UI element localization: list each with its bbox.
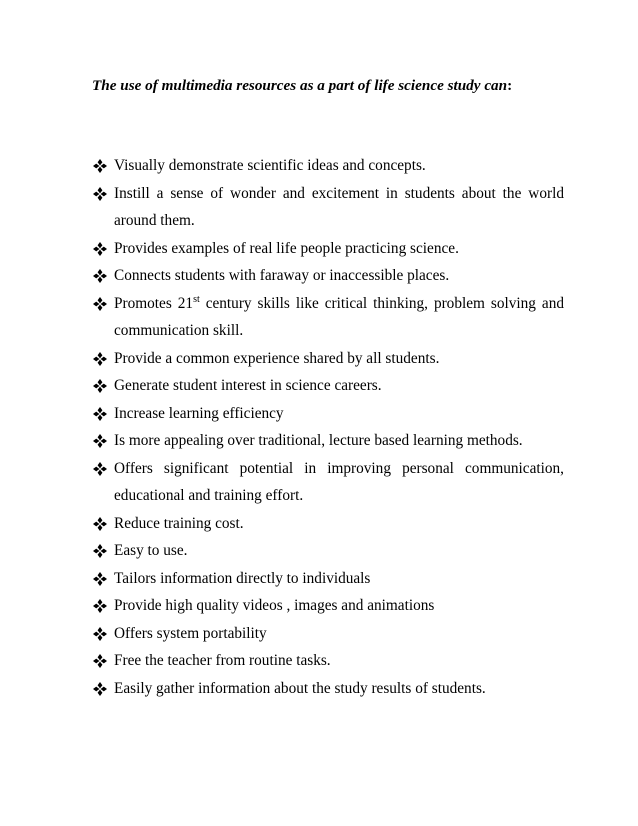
item-text: Provide a common experience shared by all students.: [114, 349, 440, 367]
four-diamond-bullet-icon: [92, 592, 110, 620]
four-diamond-bullet-icon: [92, 400, 110, 428]
list-item: [92, 345, 564, 373]
list-item: [92, 372, 564, 400]
four-diamond-bullet-icon: [92, 675, 110, 703]
four-diamond-bullet-icon: [92, 455, 110, 483]
item-text-post: century skills like critical thinking, problem solving and communication skill.: [114, 294, 564, 339]
list-item: [92, 152, 564, 180]
item-text: Visually demonstrate scientific ideas and concepts.: [114, 157, 426, 174]
four-diamond-bullet-icon: [92, 152, 110, 180]
four-diamond-bullet-icon: [92, 427, 110, 455]
list-item: [92, 620, 564, 648]
list-item: [92, 647, 564, 675]
list-item: [92, 510, 564, 538]
item-text-pre: Promotes 21: [114, 294, 194, 312]
item-text: Offers significant potential in improving personal communication, educational and training effort.: [114, 459, 564, 504]
list-item: [92, 565, 564, 593]
four-diamond-bullet-icon: [92, 372, 110, 400]
four-diamond-bullet-icon: [92, 620, 110, 648]
four-diamond-bullet-icon: [92, 180, 110, 208]
item-text: Instill a sense of wonder and excitement in students about the world around them.: [114, 184, 564, 229]
heading-colon: :: [507, 77, 513, 94]
item-text: Is more appealing over traditional, lecture based learning methods.: [114, 432, 523, 449]
list-item: [92, 290, 564, 345]
four-diamond-bullet-icon: [92, 235, 110, 263]
benefits-list: [92, 152, 564, 702]
list-item: [92, 592, 564, 620]
four-diamond-bullet-icon: [92, 290, 110, 318]
item-text: Easily gather information about the study results of students.: [114, 679, 486, 697]
heading-text: The use of multimedia resources as a part of life science study can: [92, 77, 508, 94]
list-item: [92, 262, 564, 290]
list-item: [92, 235, 564, 263]
list-item: [92, 537, 564, 565]
item-text: Increase learning efficiency: [114, 404, 284, 422]
document-heading: [92, 76, 572, 96]
four-diamond-bullet-icon: [92, 647, 110, 675]
item-text: Reduce training cost.: [114, 514, 244, 532]
item-text: Provide high quality videos , images and animations: [114, 597, 435, 614]
ordinal-superscript: st: [193, 293, 200, 305]
item-text: Provides examples of real life people practicing science.: [114, 239, 459, 257]
list-item: [92, 400, 564, 428]
four-diamond-bullet-icon: [92, 262, 110, 290]
item-text: Free the teacher from routine tasks.: [114, 652, 331, 669]
list-item: [92, 675, 564, 703]
item-text: Connects students with faraway or inaccessible places.: [114, 267, 450, 284]
list-item: [92, 455, 564, 510]
item-text: Easy to use.: [114, 542, 188, 559]
item-text: Tailors information directly to individuals: [114, 569, 371, 587]
four-diamond-bullet-icon: [92, 537, 110, 565]
four-diamond-bullet-icon: [92, 510, 110, 538]
four-diamond-bullet-icon: [92, 345, 110, 373]
item-text: Generate student interest in science careers.: [114, 377, 382, 394]
list-item: [92, 427, 564, 455]
four-diamond-bullet-icon: [92, 565, 110, 593]
list-item: [92, 180, 564, 235]
item-text: Offers system portability: [114, 624, 267, 642]
